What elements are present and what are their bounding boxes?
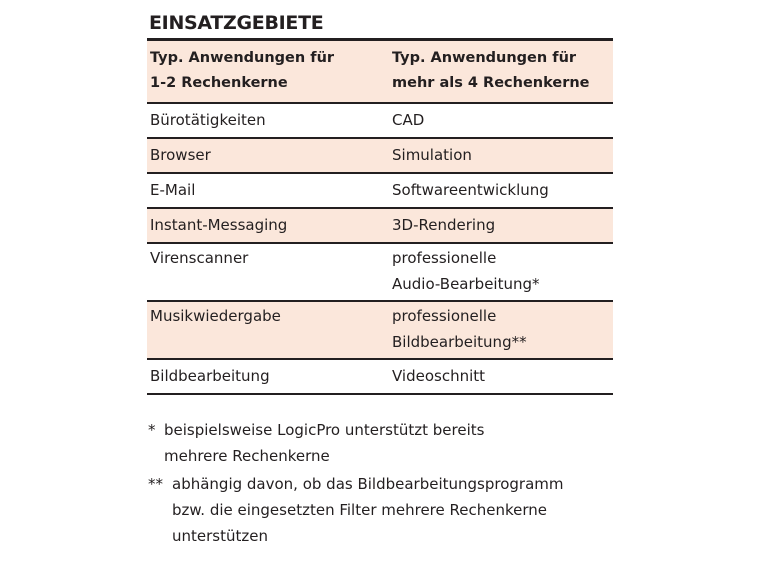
table-row <box>147 243 613 301</box>
cell-high-cores: Simulation <box>392 146 472 164</box>
table-row <box>147 138 613 173</box>
table-header <box>147 40 613 104</box>
footnote-line: unterstützen <box>172 527 268 545</box>
footnote-line: mehrere Rechenkerne <box>164 447 330 465</box>
document <box>147 8 613 551</box>
header-row <box>147 40 613 104</box>
cell-low-cores: Bildbearbeitung <box>150 367 270 385</box>
cell-high-cores: 3D-Rendering <box>392 216 496 234</box>
table-row <box>147 301 613 359</box>
cell-low-cores: Musikwiedergabe <box>150 307 281 325</box>
cell-line: Bildbearbeitung** <box>392 333 527 351</box>
cell-high-cores: Softwareentwicklung <box>392 181 549 199</box>
cell-high-cores: CAD <box>392 111 425 129</box>
cell-high-cores <box>389 301 613 359</box>
cell-line: professionelle <box>392 249 497 267</box>
cell-low-cores: Instant-Messaging <box>150 216 288 234</box>
table-row <box>147 208 613 243</box>
footnote-line: abhängig davon, ob das Bildbearbeitungsprogramm <box>172 475 564 493</box>
document-title: EINSATZGEBIETE <box>149 12 324 34</box>
header-line: Typ. Anwendungen für <box>150 50 335 66</box>
table-row <box>147 103 613 138</box>
applications-table <box>147 38 613 395</box>
cell-line: Audio-Bearbeitung* <box>392 275 540 293</box>
table-row <box>147 359 613 394</box>
footnote-line: bzw. die eingesetzten Filter mehrere Rechenkerne <box>172 501 547 519</box>
footnote-text <box>172 471 613 549</box>
footnote-text <box>164 417 613 469</box>
table-row <box>147 173 613 208</box>
footnotes <box>147 417 613 549</box>
header-line: mehr als 4 Rechenkerne <box>392 75 590 91</box>
footnote-line: beispielsweise LogicPro unterstützt bereits <box>164 421 485 439</box>
footnote <box>147 471 613 549</box>
cell-line: professionelle <box>392 307 497 325</box>
footnote-marker: * <box>148 421 156 439</box>
header-line: Typ. Anwendungen für <box>392 50 577 66</box>
footnote <box>147 417 613 469</box>
header-cell-high-cores <box>389 40 613 104</box>
header-line: 1-2 Rechenkerne <box>150 75 288 91</box>
footnote-marker: ** <box>148 475 163 493</box>
header-cell-low-cores <box>147 40 389 104</box>
cell-low-cores: E-Mail <box>150 181 196 199</box>
table-body <box>147 103 613 394</box>
cell-low-cores: Virenscanner <box>150 249 249 267</box>
cell-low-cores: Bürotätigkeiten <box>150 111 266 129</box>
cell-high-cores: Videoschnitt <box>392 367 486 385</box>
cell-high-cores <box>389 243 613 301</box>
cell-low-cores: Browser <box>150 146 211 164</box>
